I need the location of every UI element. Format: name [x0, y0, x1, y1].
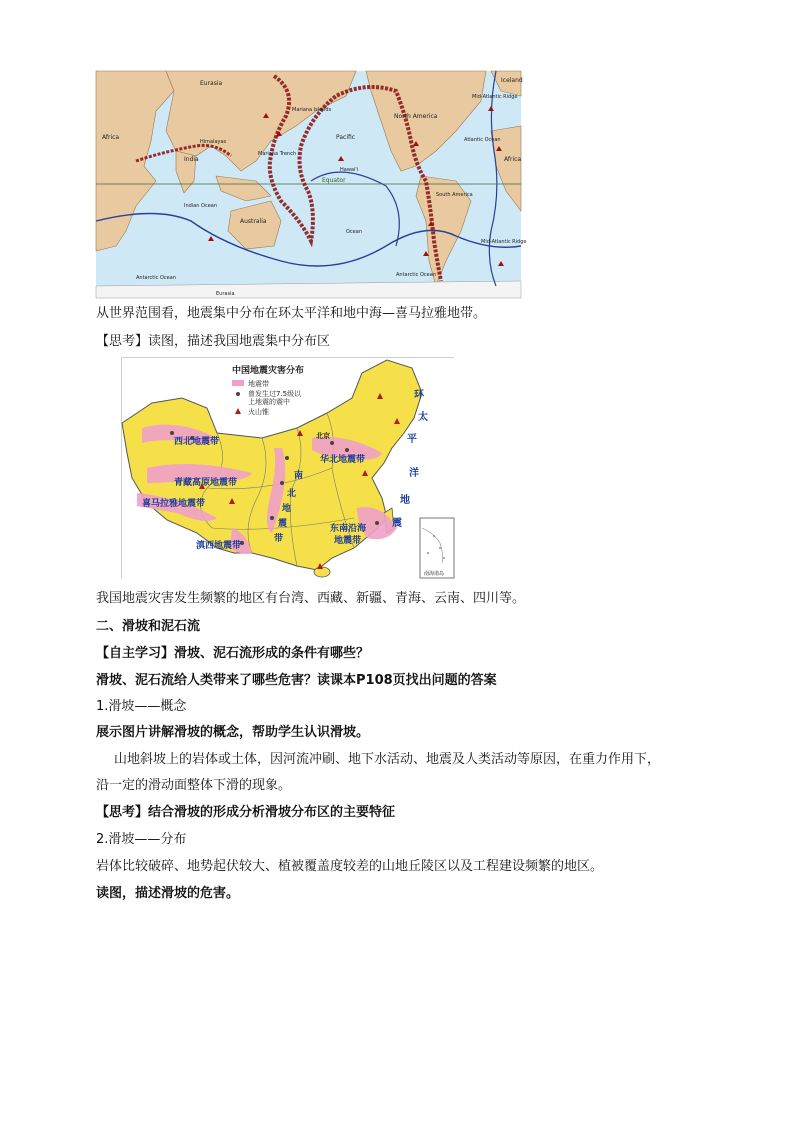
- label-africa-right: Africa: [504, 156, 522, 163]
- label-australia: Australia: [240, 218, 267, 225]
- paragraph-distribution-desc: 岩体比较破碎、地势起伏较大、植被覆盖度较差的山地丘陵区以及工程建设频繁的地区。: [96, 859, 604, 874]
- label-southeast-line2: 地震带: [334, 536, 362, 546]
- label-antarctic-ocean-right: Antarctic Ocean: [396, 272, 436, 278]
- paragraph-read-map-harm: 读图，描述滑坡的危害。: [96, 886, 240, 901]
- label-di2: 地: [282, 504, 292, 514]
- label-yang: 洋: [409, 468, 419, 479]
- label-qingzang-belt: 青藏高原地震带: [174, 478, 238, 488]
- paragraph-china-frequent: 我国地震灾害发生频繁的地区有台湾、西藏、新疆、青海、云南、四川等。: [96, 591, 526, 606]
- china-map-title: 中国地震灾害分布: [232, 366, 305, 376]
- china-map-svg: [122, 358, 455, 580]
- label-himalayas: Himalayas: [200, 139, 227, 145]
- label-huan: 环: [414, 390, 424, 401]
- legend-epicenter-line2: 上地震的震中: [248, 398, 290, 406]
- legend-belt-swatch: [232, 380, 244, 386]
- label-north-america: North America: [394, 113, 438, 120]
- label-iceland: Iceland: [501, 77, 523, 84]
- label-eurasia-small: Eurasia: [216, 291, 235, 297]
- heading-landslide-debris: 二、滑坡和泥石流: [96, 619, 201, 634]
- label-nan: 南: [294, 471, 304, 481]
- label-bei: 北: [287, 489, 297, 499]
- legend-belt: 地震带: [248, 380, 269, 388]
- label-ocean: Ocean: [346, 229, 362, 235]
- paragraph-definition-line1: 山地斜坡上的岩体或土体，因河流冲刷、地下水活动、地震及人类活动等原因，在重力作用下，: [114, 752, 661, 767]
- label-zhen2: 震: [278, 519, 288, 529]
- world-map-svg: [96, 71, 527, 298]
- label-eurasia: Eurasia: [200, 80, 223, 87]
- paragraph-self-study: 【自主学习】滑坡、泥石流形成的条件有哪些？: [96, 646, 370, 661]
- label-equator: Equator: [322, 177, 346, 184]
- label-dai2: 带: [274, 534, 284, 544]
- inset-frame: [420, 518, 454, 578]
- paragraph-harm-question: 滑坡、泥石流给人类带来了哪些危害？读课本P108页找出问题的答案: [96, 673, 497, 688]
- paragraph-definition-line2: 沿一定的滑动面整体下滑的现象。: [96, 778, 292, 793]
- label-mariana-trench: Mariana Trench: [258, 151, 297, 157]
- label-antarctic-ocean-left: Antarctic Ocean: [136, 275, 176, 281]
- paragraph-landslide-distribution: 2.滑坡——分布: [96, 832, 187, 847]
- south-china-sea-inset: [420, 518, 454, 578]
- paragraph-think-china: 【思考】读图，描述我国地震集中分布区: [96, 334, 331, 349]
- label-dianxi-belt: 滇西地震带: [196, 541, 242, 551]
- paragraph-think-features: 【思考】结合滑坡的形成分析滑坡分布区的主要特征: [96, 805, 396, 820]
- label-northwest-belt: 西北地震带: [174, 437, 220, 447]
- label-beijing: 北京: [316, 432, 330, 440]
- label-mariana-islands: Mariana Islands: [292, 107, 332, 113]
- legend-volcano: 火山锥: [248, 408, 269, 416]
- label-mid-atlantic-ridge-s: Mid-Atlantic Ridge: [481, 239, 527, 245]
- legend-epicenter-marker: [236, 392, 240, 396]
- label-hawaii: Hawai'i: [340, 167, 359, 173]
- label-mid-atlantic-ridge-n: Mid-Atlantic Ridge: [472, 94, 518, 100]
- label-north-china-belt: 华北地震带: [320, 455, 366, 465]
- label-africa-left: Africa: [102, 134, 120, 141]
- label-ping: 平: [407, 434, 417, 445]
- label-di: 地: [400, 495, 410, 506]
- label-south-america: South America: [436, 192, 473, 198]
- label-himalaya-belt: 喜马拉雅地震带: [142, 499, 206, 509]
- label-nanhai: 南海诸岛: [424, 571, 445, 577]
- label-indian-ocean: Indian Ocean: [184, 203, 218, 209]
- paragraph-show-picture: 展示图片讲解滑坡的概念，帮助学生认识滑坡。: [96, 725, 370, 740]
- world-earthquake-map: [96, 71, 527, 298]
- label-tai: 太: [418, 412, 428, 423]
- paragraph-landslide-concept: 1.滑坡——概念: [96, 699, 187, 714]
- label-southeast-line1: 东南沿海: [330, 524, 367, 534]
- label-zhen: 震: [392, 518, 402, 529]
- legend-epicenter-line1: 曾发生过7.5级以: [248, 390, 302, 398]
- china-earthquake-map: [121, 357, 454, 579]
- label-pacific: Pacific: [336, 134, 356, 141]
- label-india: India: [184, 156, 199, 163]
- paragraph-world-distribution: 从世界范围看，地震集中分布在环太平洋和地中海—喜马拉雅地带。: [96, 306, 487, 321]
- label-atlantic-ocean: Atlantic Ocean: [464, 137, 501, 143]
